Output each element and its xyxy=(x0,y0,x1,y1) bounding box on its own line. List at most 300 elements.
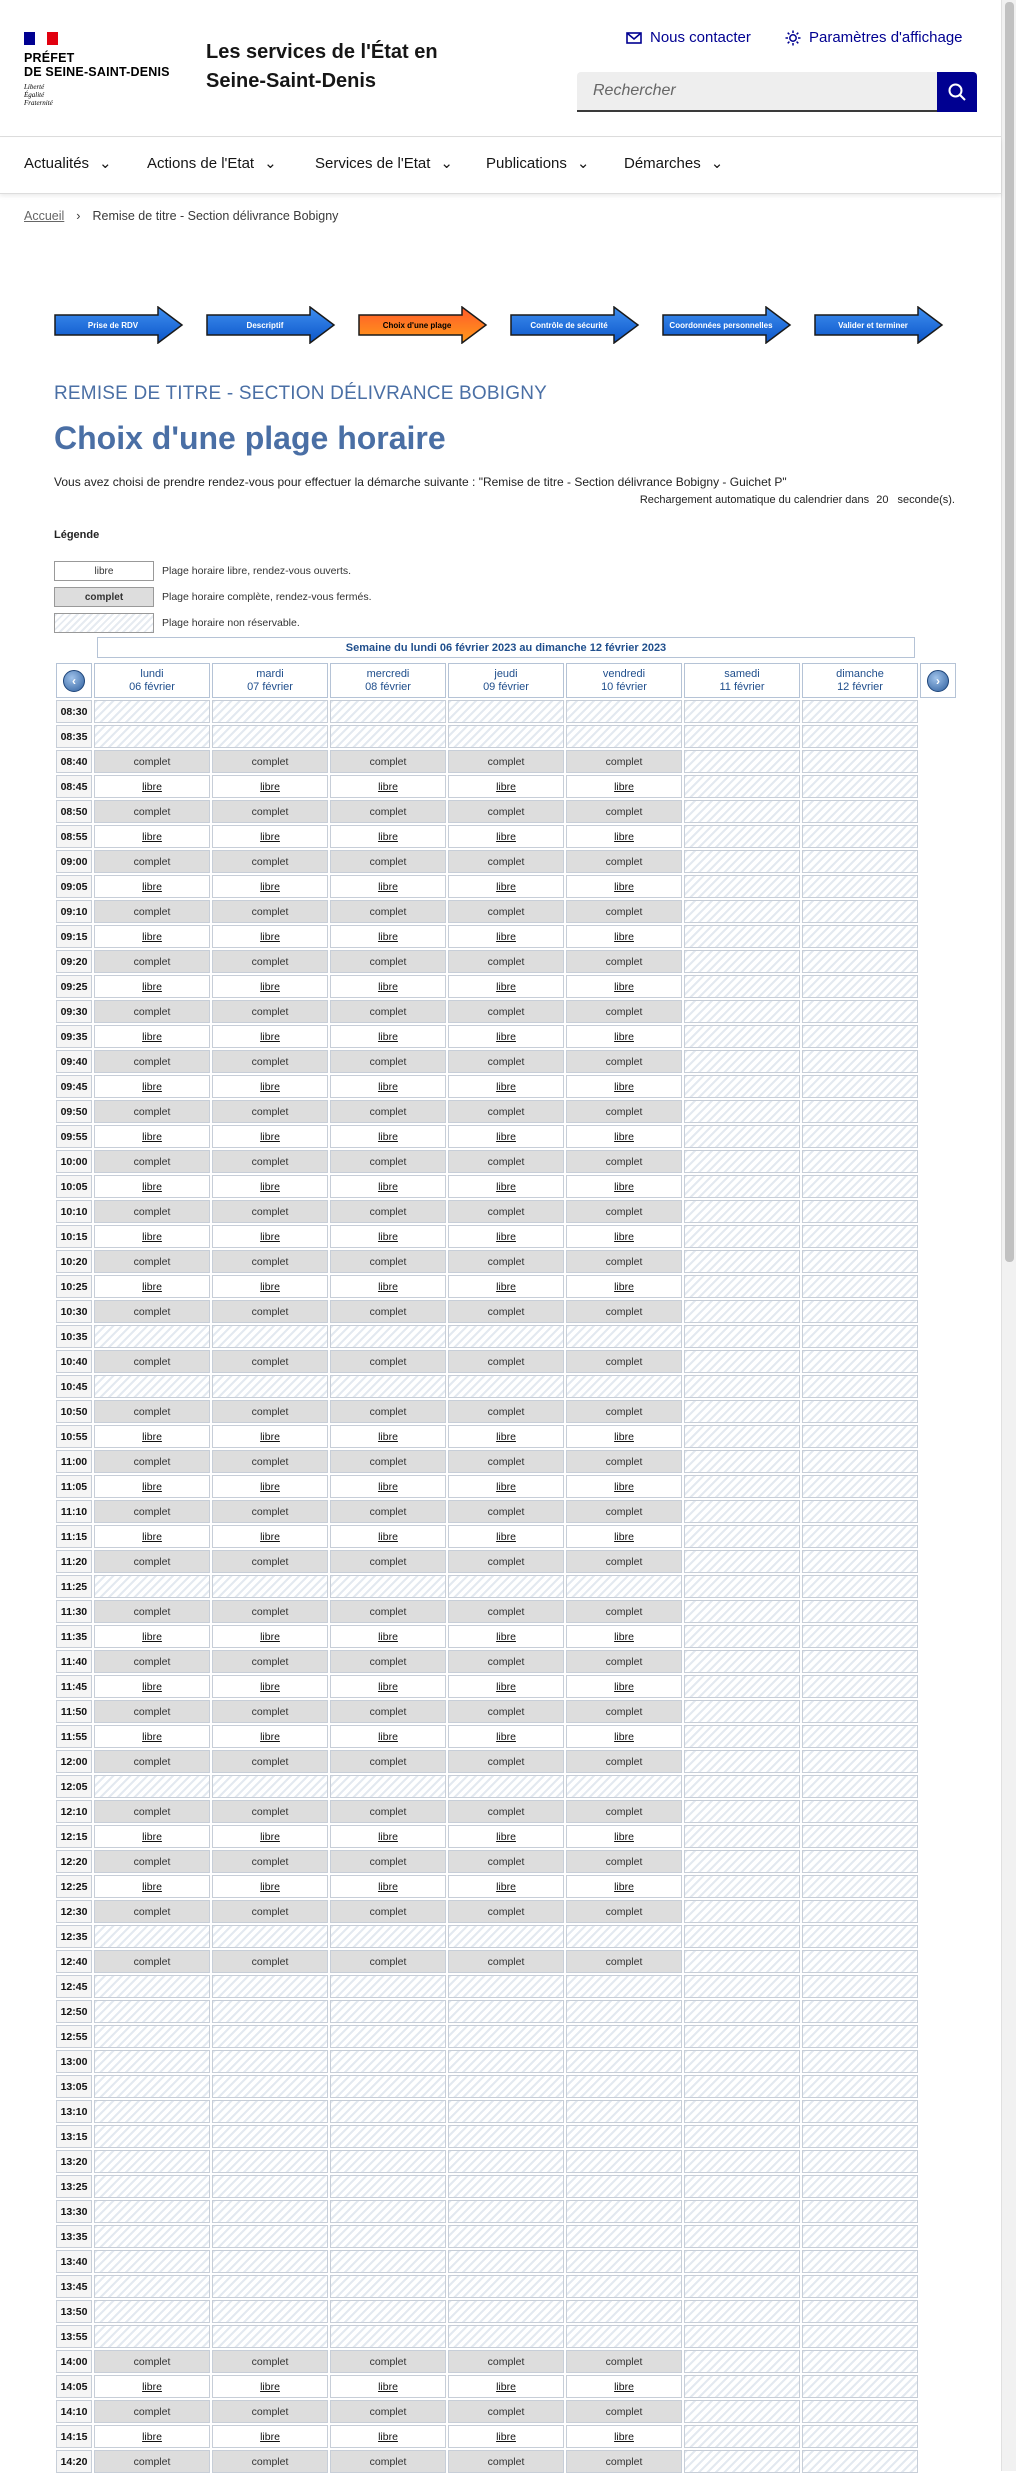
slot-free[interactable] xyxy=(94,1725,210,1748)
slot-free[interactable] xyxy=(448,1625,564,1648)
slot-unavailable xyxy=(212,2000,328,2023)
slot-free[interactable] xyxy=(448,1075,564,1098)
slot-free[interactable] xyxy=(330,1275,446,1298)
slot-full: complet xyxy=(330,1500,446,1523)
slot-unavailable xyxy=(684,1625,800,1648)
search-input[interactable]: Rechercher xyxy=(577,72,937,112)
breadcrumb-home[interactable]: Accueil xyxy=(24,209,65,223)
slot-free[interactable] xyxy=(448,925,564,948)
slot-free[interactable] xyxy=(448,1025,564,1048)
time-row xyxy=(56,1200,956,1223)
slot-free[interactable] xyxy=(94,1675,210,1698)
slot-unavailable xyxy=(94,1325,210,1348)
slot-free[interactable] xyxy=(566,1425,682,1448)
nav-actualites[interactable] xyxy=(24,154,112,172)
slot-free-link[interactable]: libre xyxy=(378,1680,398,1693)
slot-free[interactable] xyxy=(448,2425,564,2448)
slot-free-link[interactable]: libre xyxy=(260,1130,280,1143)
slot-free-link[interactable]: libre xyxy=(378,1480,398,1493)
slot-free-link[interactable]: libre xyxy=(142,2380,162,2393)
slot-unavailable xyxy=(802,1200,918,1223)
slot-free[interactable] xyxy=(330,775,446,798)
slot-free[interactable] xyxy=(330,2375,446,2398)
slot-full: complet xyxy=(94,1300,210,1323)
slot-free-link[interactable]: libre xyxy=(496,1530,516,1543)
slot-free-link[interactable]: libre xyxy=(260,830,280,843)
slot-free[interactable] xyxy=(94,1075,210,1098)
slot-free[interactable] xyxy=(94,875,210,898)
slot-free-link[interactable]: libre xyxy=(378,980,398,993)
slot-free-link[interactable]: libre xyxy=(142,1730,162,1743)
slot-free[interactable] xyxy=(330,875,446,898)
slot-unavailable xyxy=(94,1375,210,1398)
slot-free-link[interactable]: libre xyxy=(496,930,516,943)
slot-full: complet xyxy=(212,900,328,923)
slot-free-link[interactable]: libre xyxy=(496,1280,516,1293)
time-row xyxy=(56,725,956,748)
time-row xyxy=(56,1475,956,1498)
slot-free[interactable] xyxy=(330,1875,446,1898)
slot-free-link[interactable]: libre xyxy=(614,930,634,943)
slot-free-link[interactable]: libre xyxy=(614,1830,634,1843)
slot-free-link[interactable]: libre xyxy=(260,1430,280,1443)
slot-unavailable xyxy=(448,1325,564,1348)
slot-free[interactable] xyxy=(448,1175,564,1198)
slot-unavailable xyxy=(802,2300,918,2323)
slot-unavailable xyxy=(330,2100,446,2123)
slot-free-link[interactable]: libre xyxy=(260,1630,280,1643)
slot-free-link[interactable]: libre xyxy=(614,1680,634,1693)
slot-free[interactable] xyxy=(566,825,682,848)
slot-unavailable xyxy=(94,2175,210,2198)
slot-free-link[interactable]: libre xyxy=(260,1030,280,1043)
slot-free-link[interactable]: libre xyxy=(496,1730,516,1743)
slot-free-link[interactable]: libre xyxy=(496,1030,516,1043)
slot-free[interactable] xyxy=(566,1175,682,1198)
slot-free-link[interactable]: libre xyxy=(378,1730,398,1743)
slot-free[interactable] xyxy=(566,1525,682,1548)
slot-unavailable xyxy=(684,825,800,848)
slot-free[interactable] xyxy=(212,1175,328,1198)
slot-free[interactable] xyxy=(448,1475,564,1498)
time-label: 13:40 xyxy=(56,2250,92,2273)
slot-free-link[interactable]: libre xyxy=(142,980,162,993)
slot-free-link[interactable]: libre xyxy=(260,1180,280,1193)
slot-free-link[interactable]: libre xyxy=(142,1880,162,1893)
slot-free[interactable] xyxy=(330,925,446,948)
slot-free[interactable] xyxy=(566,775,682,798)
time-label: 10:35 xyxy=(56,1325,92,1348)
slot-free-link[interactable]: libre xyxy=(496,1130,516,1143)
slot-free[interactable] xyxy=(212,1225,328,1248)
slot-free[interactable] xyxy=(448,1875,564,1898)
slot-free[interactable] xyxy=(330,1475,446,1498)
slot-full: complet xyxy=(212,1450,328,1473)
slot-free[interactable] xyxy=(566,875,682,898)
slot-free-link[interactable]: libre xyxy=(260,780,280,793)
slot-free[interactable] xyxy=(330,1425,446,1448)
slot-full: complet xyxy=(566,1800,682,1823)
slot-free[interactable] xyxy=(566,1275,682,1298)
slot-free[interactable] xyxy=(94,1875,210,1898)
slot-free[interactable] xyxy=(330,1125,446,1148)
time-row xyxy=(56,1725,956,1748)
slot-free[interactable] xyxy=(330,2425,446,2448)
slot-free-link[interactable]: libre xyxy=(496,1430,516,1443)
slot-free-link[interactable]: libre xyxy=(142,1480,162,1493)
slot-free-link[interactable]: libre xyxy=(260,1680,280,1693)
slot-unavailable xyxy=(802,1175,918,1198)
slot-free-link[interactable]: libre xyxy=(496,1680,516,1693)
slot-free[interactable] xyxy=(94,1025,210,1048)
slot-free[interactable] xyxy=(448,1525,564,1548)
slot-free[interactable] xyxy=(212,1825,328,1848)
slot-unavailable xyxy=(212,2325,328,2348)
slot-free-link[interactable]: libre xyxy=(260,1230,280,1243)
slot-free[interactable] xyxy=(448,825,564,848)
time-label: 13:20 xyxy=(56,2150,92,2173)
slot-free-link[interactable]: libre xyxy=(378,1180,398,1193)
slot-free[interactable] xyxy=(212,1525,328,1548)
slot-free-link[interactable]: libre xyxy=(614,880,634,893)
slot-free-link[interactable]: libre xyxy=(378,1230,398,1243)
slot-unavailable xyxy=(684,2075,800,2098)
slot-free[interactable] xyxy=(212,2375,328,2398)
time-label: 10:05 xyxy=(56,1175,92,1198)
slot-free-link[interactable]: libre xyxy=(378,2380,398,2393)
slot-free-link[interactable]: libre xyxy=(142,1680,162,1693)
legend-free-text: Plage horaire libre, rendez-vous ouverts. xyxy=(162,565,352,577)
slot-free-link[interactable]: libre xyxy=(260,1530,280,1543)
time-label: 08:40 xyxy=(56,750,92,773)
nav-actions-etat[interactable] xyxy=(147,154,277,172)
slot-free-link[interactable]: libre xyxy=(496,1480,516,1493)
time-label: 11:50 xyxy=(56,1700,92,1723)
slot-full: complet xyxy=(212,750,328,773)
slot-free[interactable] xyxy=(330,1175,446,1198)
scrollbar-thumb[interactable] xyxy=(1005,2,1014,1262)
time-label: 14:00 xyxy=(56,2350,92,2373)
slot-free-link[interactable]: libre xyxy=(496,1880,516,1893)
slot-unavailable xyxy=(684,2000,800,2023)
slot-free-link[interactable]: libre xyxy=(378,830,398,843)
slot-free[interactable] xyxy=(566,2425,682,2448)
slot-free-link[interactable]: libre xyxy=(496,2430,516,2443)
slot-full: complet xyxy=(330,1350,446,1373)
slot-free[interactable] xyxy=(330,1825,446,1848)
slot-free-link[interactable]: libre xyxy=(614,1130,634,1143)
slot-free-link[interactable]: libre xyxy=(378,780,398,793)
slot-free[interactable] xyxy=(94,1625,210,1648)
slot-free-link[interactable]: libre xyxy=(378,1830,398,1843)
slot-free-link[interactable]: libre xyxy=(496,830,516,843)
slot-free-link[interactable]: libre xyxy=(614,830,634,843)
slot-free[interactable] xyxy=(212,1675,328,1698)
slot-free-link[interactable]: libre xyxy=(496,880,516,893)
slot-free-link[interactable]: libre xyxy=(142,1130,162,1143)
slot-free[interactable] xyxy=(330,1625,446,1648)
slot-free-link[interactable]: libre xyxy=(614,1480,634,1493)
slot-free-link[interactable]: libre xyxy=(142,1530,162,1543)
slot-free[interactable] xyxy=(94,1275,210,1298)
slot-free-link[interactable]: libre xyxy=(378,1530,398,1543)
slot-free[interactable] xyxy=(448,1225,564,1248)
slot-full: complet xyxy=(212,1350,328,1373)
slot-free[interactable] xyxy=(448,2375,564,2398)
slot-full: complet xyxy=(330,1650,446,1673)
slot-free-link[interactable]: libre xyxy=(378,930,398,943)
slot-free[interactable] xyxy=(94,1825,210,1848)
step-4 xyxy=(510,306,640,344)
slot-free-link[interactable]: libre xyxy=(614,1030,634,1043)
slot-free[interactable] xyxy=(330,1525,446,1548)
slot-free-link[interactable]: libre xyxy=(614,1080,634,1093)
time-row xyxy=(56,1700,956,1723)
slot-free[interactable] xyxy=(212,875,328,898)
slot-free-link[interactable]: libre xyxy=(260,1280,280,1293)
slot-free-link[interactable]: libre xyxy=(378,880,398,893)
slot-free[interactable] xyxy=(94,925,210,948)
slot-free-link[interactable]: libre xyxy=(142,1280,162,1293)
slot-free[interactable] xyxy=(566,1125,682,1148)
slot-free[interactable] xyxy=(330,1225,446,1248)
slot-unavailable xyxy=(684,2175,800,2198)
slot-free-link[interactable]: libre xyxy=(142,1630,162,1643)
slot-free-link[interactable]: libre xyxy=(260,1080,280,1093)
slot-free-link[interactable]: libre xyxy=(378,1080,398,1093)
time-row xyxy=(56,1925,956,1948)
slot-free-link[interactable]: libre xyxy=(378,2430,398,2443)
slot-free[interactable] xyxy=(212,1625,328,1648)
slot-free[interactable] xyxy=(566,1625,682,1648)
slot-free-link[interactable]: libre xyxy=(496,1830,516,1843)
slot-free-link[interactable]: libre xyxy=(260,2380,280,2393)
slot-free-link[interactable]: libre xyxy=(614,1530,634,1543)
slot-free-link[interactable]: libre xyxy=(260,880,280,893)
slot-free[interactable] xyxy=(448,975,564,998)
slot-unavailable xyxy=(330,725,446,748)
slot-free-link[interactable]: libre xyxy=(142,780,162,793)
slot-free-link[interactable]: libre xyxy=(260,1480,280,1493)
slot-unavailable xyxy=(94,1975,210,1998)
slot-free[interactable] xyxy=(448,1725,564,1748)
prefecture-logo[interactable] xyxy=(24,32,170,107)
slot-free[interactable] xyxy=(566,925,682,948)
slot-free[interactable] xyxy=(330,1675,446,1698)
slot-free-link[interactable]: libre xyxy=(378,1430,398,1443)
slot-free[interactable] xyxy=(212,1875,328,1898)
slot-free[interactable] xyxy=(94,1125,210,1148)
slot-free-link[interactable]: libre xyxy=(614,2380,634,2393)
slot-unavailable xyxy=(330,1325,446,1348)
slot-free-link[interactable]: libre xyxy=(614,1730,634,1743)
slot-free[interactable] xyxy=(212,825,328,848)
prev-week-button[interactable] xyxy=(56,663,92,698)
slot-free-link[interactable]: libre xyxy=(142,1030,162,1043)
slot-unavailable xyxy=(802,1775,918,1798)
slot-free-link[interactable]: libre xyxy=(260,980,280,993)
slot-free[interactable] xyxy=(330,975,446,998)
slot-unavailable xyxy=(566,1775,682,1798)
slot-free-link[interactable]: libre xyxy=(614,1280,634,1293)
slot-full: complet xyxy=(448,1600,564,1623)
slot-free[interactable] xyxy=(330,1075,446,1098)
slot-unavailable xyxy=(684,1150,800,1173)
slot-unavailable xyxy=(330,2200,446,2223)
next-week-button[interactable] xyxy=(920,663,956,698)
slot-free-link[interactable]: libre xyxy=(142,930,162,943)
slot-free[interactable] xyxy=(94,825,210,848)
slot-free[interactable] xyxy=(94,1175,210,1198)
slot-free[interactable] xyxy=(566,1025,682,1048)
slot-unavailable xyxy=(802,1225,918,1248)
slot-free[interactable] xyxy=(94,775,210,798)
slot-free-link[interactable]: libre xyxy=(142,1430,162,1443)
slot-free[interactable] xyxy=(212,1125,328,1148)
slot-free-link[interactable]: libre xyxy=(142,1080,162,1093)
nav-label: Actions de l'Etat xyxy=(147,154,255,172)
slot-free-link[interactable]: libre xyxy=(142,1230,162,1243)
service-title[interactable] xyxy=(206,38,438,96)
slot-free[interactable] xyxy=(566,975,682,998)
slot-free[interactable] xyxy=(566,1725,682,1748)
slot-free[interactable] xyxy=(566,1075,682,1098)
slot-full: complet xyxy=(448,1350,564,1373)
slot-full: complet xyxy=(566,1600,682,1623)
slot-unavailable xyxy=(330,2075,446,2098)
slot-free[interactable] xyxy=(212,1425,328,1448)
slot-free-link[interactable]: libre xyxy=(260,930,280,943)
slot-free[interactable] xyxy=(212,975,328,998)
slot-free-link[interactable]: libre xyxy=(496,1080,516,1093)
time-label: 10:40 xyxy=(56,1350,92,1373)
slot-free-link[interactable]: libre xyxy=(142,1830,162,1843)
slot-unavailable xyxy=(330,1975,446,1998)
slot-free[interactable] xyxy=(448,775,564,798)
slot-free-link[interactable]: libre xyxy=(614,1630,634,1643)
slot-free-link[interactable]: libre xyxy=(378,1280,398,1293)
slot-full: complet xyxy=(566,1700,682,1723)
slot-free-link[interactable]: libre xyxy=(496,1180,516,1193)
slot-free-link[interactable]: libre xyxy=(614,980,634,993)
slot-unavailable xyxy=(684,1000,800,1023)
time-row xyxy=(56,1875,956,1898)
slot-free[interactable] xyxy=(566,1675,682,1698)
day-date: 09 février xyxy=(483,680,529,693)
slot-unavailable xyxy=(684,2325,800,2348)
slot-free[interactable] xyxy=(448,875,564,898)
slot-free-link[interactable]: libre xyxy=(614,1880,634,1893)
slot-free-link[interactable]: libre xyxy=(260,1730,280,1743)
slot-free-link[interactable]: libre xyxy=(142,1180,162,1193)
slot-free[interactable] xyxy=(448,1425,564,1448)
slot-free[interactable] xyxy=(448,1125,564,1148)
slot-free[interactable] xyxy=(94,2425,210,2448)
slot-free[interactable] xyxy=(566,1225,682,1248)
slot-free-link[interactable]: libre xyxy=(496,780,516,793)
slot-free-link[interactable]: libre xyxy=(378,1030,398,1043)
slot-free[interactable] xyxy=(448,1675,564,1698)
slot-free-link[interactable]: libre xyxy=(496,1230,516,1243)
slot-full: complet xyxy=(212,2350,328,2373)
time-row xyxy=(56,2300,956,2323)
slot-free-link[interactable]: libre xyxy=(378,1630,398,1643)
nav-demarches[interactable] xyxy=(624,154,723,172)
slot-free[interactable] xyxy=(94,975,210,998)
slot-free-link[interactable]: libre xyxy=(614,1180,634,1193)
slot-free[interactable] xyxy=(566,1875,682,1898)
slot-free[interactable] xyxy=(212,1275,328,1298)
slot-free-link[interactable]: libre xyxy=(614,2430,634,2443)
slot-free-link[interactable]: libre xyxy=(614,1430,634,1443)
slot-free-link[interactable]: libre xyxy=(142,880,162,893)
slot-free[interactable] xyxy=(212,775,328,798)
time-row xyxy=(56,900,956,923)
time-label: 12:35 xyxy=(56,1925,92,1948)
slot-free[interactable] xyxy=(212,925,328,948)
slot-free[interactable] xyxy=(94,1225,210,1248)
slot-free-link[interactable]: libre xyxy=(142,2430,162,2443)
slot-unavailable xyxy=(684,1275,800,1298)
slot-free[interactable] xyxy=(330,1725,446,1748)
slot-free[interactable] xyxy=(94,1525,210,1548)
slot-free[interactable] xyxy=(212,1025,328,1048)
time-label: 11:00 xyxy=(56,1450,92,1473)
slot-free[interactable] xyxy=(566,1825,682,1848)
slot-free-link[interactable]: libre xyxy=(496,980,516,993)
search-button[interactable] xyxy=(937,72,977,112)
slot-free-link[interactable]: libre xyxy=(614,1230,634,1243)
slot-free-link[interactable]: libre xyxy=(260,1830,280,1843)
slot-free-link[interactable]: libre xyxy=(142,830,162,843)
contact-link[interactable] xyxy=(626,29,751,46)
slot-free[interactable] xyxy=(94,1475,210,1498)
slot-full: complet xyxy=(212,800,328,823)
slot-free[interactable] xyxy=(94,1425,210,1448)
slot-unavailable xyxy=(802,1750,918,1773)
slot-free[interactable] xyxy=(212,1075,328,1098)
slot-full: complet xyxy=(448,950,564,973)
page-scrollbar[interactable] xyxy=(1001,0,1016,2471)
slot-free-link[interactable]: libre xyxy=(260,1880,280,1893)
slot-free-link[interactable]: libre xyxy=(496,2380,516,2393)
slot-unavailable xyxy=(802,2275,918,2298)
slot-free[interactable] xyxy=(212,1725,328,1748)
slot-free-link[interactable]: libre xyxy=(496,1630,516,1643)
slot-free[interactable] xyxy=(212,1475,328,1498)
slot-free-link[interactable]: libre xyxy=(614,780,634,793)
nav-publications[interactable] xyxy=(486,154,589,172)
slot-free-link[interactable]: libre xyxy=(378,1130,398,1143)
slot-free[interactable] xyxy=(448,1275,564,1298)
slot-free-link[interactable]: libre xyxy=(378,1880,398,1893)
logo-name xyxy=(24,51,170,79)
slot-free[interactable] xyxy=(330,1025,446,1048)
slot-free[interactable] xyxy=(566,1475,682,1498)
display-settings-link[interactable] xyxy=(785,29,963,46)
nav-services-etat[interactable] xyxy=(315,154,453,172)
slot-free[interactable] xyxy=(566,2375,682,2398)
time-label: 13:30 xyxy=(56,2200,92,2223)
slot-free-link[interactable]: libre xyxy=(260,2430,280,2443)
slot-free[interactable] xyxy=(212,2425,328,2448)
slot-free[interactable] xyxy=(448,1825,564,1848)
slot-free[interactable] xyxy=(94,2375,210,2398)
slot-full: complet xyxy=(448,1550,564,1573)
slot-free[interactable] xyxy=(330,825,446,848)
slot-full: complet xyxy=(566,1850,682,1873)
slot-full: complet xyxy=(94,900,210,923)
